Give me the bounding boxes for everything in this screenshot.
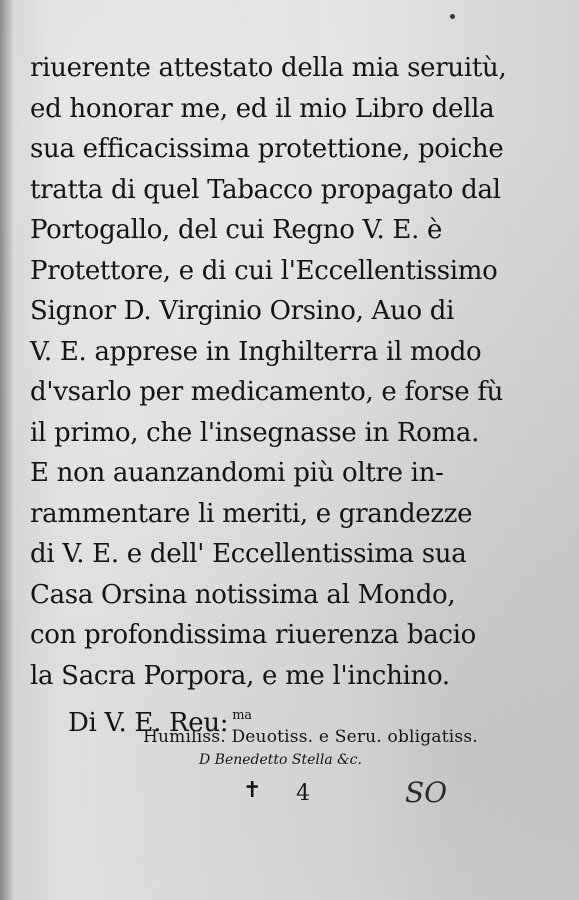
text-line: di V. E. e dell' Eccellentissima sua [30, 539, 467, 569]
text-line: E non auanzandomi più oltre in- [30, 458, 444, 488]
text-line: Portogallo, del cui Regno V. E. è [30, 215, 443, 245]
handwritten-mark: SO [405, 776, 448, 809]
salutation-superscript: ma [232, 708, 252, 723]
text-line: rammentare li meriti, e grandezze [30, 498, 473, 529]
text-line: Protettore, e di cui l'Eccellentissimo [30, 255, 498, 286]
text-line: la Sacra Porpora, e me l'inchino. [30, 660, 450, 691]
text-line: V. E. apprese in Inghilterra il modo [30, 336, 482, 367]
page-number: 4 [296, 781, 310, 806]
cross-icon: ✝ [243, 778, 262, 803]
text-line: ed honorar me, ed il mio Libro della [30, 93, 495, 124]
text-line: riuerente attestato della mia seruitù, [30, 53, 507, 83]
text-line: Casa Orsina notissima al Mondo, [30, 579, 456, 610]
signature-name: D Benedetto Stella &c. [199, 752, 362, 768]
text-line: Signor D. Virginio Orsino, Auo di [30, 296, 455, 326]
text-line: tratta di quel Tabacco propagato dal [30, 174, 501, 205]
ink-dot [450, 14, 455, 19]
main-text [30, 48, 555, 744]
salutation-text: Di V. E. Reu: [68, 708, 229, 738]
text-line: sua efficacissima protettione, poiche [30, 134, 504, 164]
gutter-shadow [0, 0, 14, 900]
text-line: d'vsarlo per medicamento, e forse fù [30, 377, 504, 407]
signature-line: Humiliss. Deuotiss. e Seru. obligatiss. [143, 727, 478, 747]
text-line: il primo, che l'insegnasse in Roma. [30, 417, 480, 448]
text-line: con profondissima riuerenza bacio [30, 620, 477, 650]
